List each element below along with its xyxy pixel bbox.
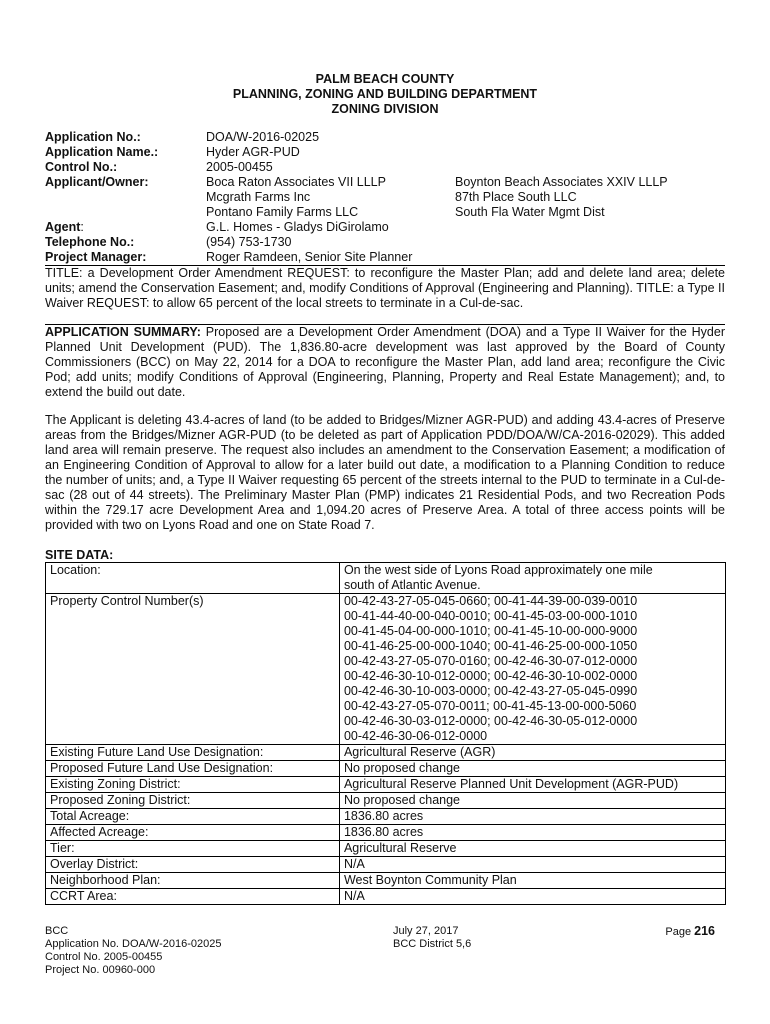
table-row: Existing Future Land Use Designation: Agricultural Reserve (AGR)	[46, 745, 726, 761]
location-label: Location:	[46, 563, 340, 594]
pcn-value: 00-42-43-27-05-045-0660; 00-41-44-39-00-039-0010 00-41-44-40-00-040-0010; 00-41-45-03-00-000-1010 00-41-45-04-00-000-1010; 00-41-45-10-00-000-9000 00-41-46-25-00-000-1040; 00-41-46-25-00-000-1050 00-42-43-27-05-070-0160; 00-42-46-30-07-012-0000 00-42-46-30-10-012-0000; 00-42-46-30-10-002-0000 00-42-46-30-10-003-0000; 00-42-43-27-05-045-0990 00-42-43-27-05-070-0011; 00-41-45-13-00-000-5060 00-42-46-30-03-012-0000; 00-42-46-30-05-012-0000 00-42-46-30-06-012-0000	[339, 594, 725, 745]
application-summary	[45, 325, 725, 400]
site-data-title: SITE DATA:	[45, 548, 114, 562]
summary-text: Proposed are a Development Order Amendment (DOA) and a Type II Waiver for the Hyder Planned Unit Development (PUD). The 1,836.80-acre development was last approved by the Board of County Commissioners (BCC) on May 22, 2014 for a DOA to reconfigure the Master Plan, add land area; reconfigure the Civic Pod; add units; modify Conditions of Approval (Engineering, Planning, Property and Real Estate Management); and, to extend the build out date.	[45, 325, 725, 399]
applicant-name: Pontano Family Farms LLC	[206, 205, 359, 219]
application-no-row	[45, 130, 725, 145]
table-row: Neighborhood Plan: West Boynton Community Plan	[46, 873, 726, 889]
request-title: TITLE: a Development Order Amendment REQUEST: to reconfigure the Master Plan; add and delete land area; delete units; amend the Conservation Easement; and, modify Conditions of Approval (Engineering and Planning). TITLE: a Type II Waiver REQUEST: to allow 65 percent of the local streets to terminate in a Cul-de-sac.	[45, 266, 725, 310]
table-row: Overlay District: N/A	[46, 857, 726, 873]
document-header	[45, 72, 725, 117]
application-name-label: Application Name.:	[45, 145, 159, 159]
applicant-row-2	[45, 190, 725, 205]
page-number: Page 216	[665, 924, 715, 938]
table-row: Proposed Zoning District: No proposed change	[46, 793, 726, 809]
project-manager-value: Roger Ramdeen, Senior Site Planner	[206, 250, 413, 264]
applicant-label: Applicant/Owner:	[45, 175, 149, 189]
applicant-row-3	[45, 205, 725, 220]
table-row: Tier: Agricultural Reserve	[46, 841, 726, 857]
table-row: Total Acreage: 1836.80 acres	[46, 809, 726, 825]
telephone-label: Telephone No.:	[45, 235, 135, 249]
document-page	[45, 72, 725, 905]
footer-left: BCC Application No. DOA/W-2016-02025 Control No. 2005-00455 Project No. 00960-000	[45, 925, 222, 976]
applicant-row-1	[45, 175, 725, 190]
header-county: PALM BEACH COUNTY	[315, 72, 455, 86]
table-row	[46, 594, 726, 745]
agent-value: G.L. Homes - Gladys DiGirolamo	[206, 220, 389, 234]
applicant-name: Mcgrath Farms Inc	[206, 190, 311, 204]
telephone-value: (954) 753-1730	[206, 235, 292, 249]
header-department: PLANNING, ZONING AND BUILDING DEPARTMENT	[232, 87, 538, 101]
applicant-name: Boynton Beach Associates XXIV LLLP	[455, 175, 668, 189]
application-info	[45, 130, 725, 265]
table-row: Proposed Future Land Use Designation: No proposed change	[46, 761, 726, 777]
application-name-row	[45, 145, 725, 160]
table-row: CCRT Area: N/A	[46, 889, 726, 905]
summary-label: APPLICATION SUMMARY:	[45, 325, 201, 339]
header-division: ZONING DIVISION	[331, 102, 439, 116]
control-no-value: 2005-00455	[206, 160, 273, 174]
applicant-name: South Fla Water Mgmt Dist	[455, 205, 605, 219]
control-no-label: Control No.:	[45, 160, 118, 174]
applicant-name: Boca Raton Associates VII LLLP	[206, 175, 386, 189]
project-manager-label: Project Manager:	[45, 250, 147, 264]
telephone-row	[45, 235, 725, 250]
footer-center: July 27, 2017 BCC District 5,6	[393, 925, 472, 950]
table-row: Affected Acreage: 1836.80 acres	[46, 825, 726, 841]
application-no-value: DOA/W-2016-02025	[206, 130, 320, 144]
site-data-table	[45, 562, 726, 905]
pcn-label: Property Control Number(s)	[46, 594, 340, 745]
control-no-row	[45, 160, 725, 175]
application-no-label: Application No.:	[45, 130, 141, 144]
application-name-value: Hyder AGR-PUD	[206, 145, 300, 159]
summary-paragraph-2: The Applicant is deleting 43.4-acres of land (to be added to Bridges/Mizner AGR-PUD) and adding 43.4-acres of Preserve areas from the Bridges/Mizner AGR-PUD (to be deleted as part of Application PDD/DOA/W/CA-2016-02029). This added land area will remain preserve. The request also includes an amendment to the Conservation Easement; a modification of an Engineering Condition of Approval to allow for a later build out date, a modification to a Planning Condition to reduce the number of units; and, a Type II Waiver requesting 65 percent of the streets internal to the PUD to terminate in a Cul-de-sac (28 out of 44 streets). The Preliminary Master Plan (PMP) indicates 21 Residential Pods, and two Recreation Pods within the 729.17 acre Development Area and 1,094.20 acres of Preserve Area. A total of three access points will be provided with two on Lyons Road and one on State Road 7.	[45, 413, 725, 532]
applicant-name: 87th Place South LLC	[455, 190, 577, 204]
location-value: On the west side of Lyons Road approximately one mile south of Atlantic Avenue.	[339, 563, 725, 594]
agent-label: Agent:	[45, 220, 84, 234]
table-row: Existing Zoning District: Agricultural Reserve Planned Unit Development (AGR-PUD)	[46, 777, 726, 793]
project-manager-row	[45, 250, 725, 265]
agent-row	[45, 220, 725, 235]
table-row	[46, 563, 726, 594]
